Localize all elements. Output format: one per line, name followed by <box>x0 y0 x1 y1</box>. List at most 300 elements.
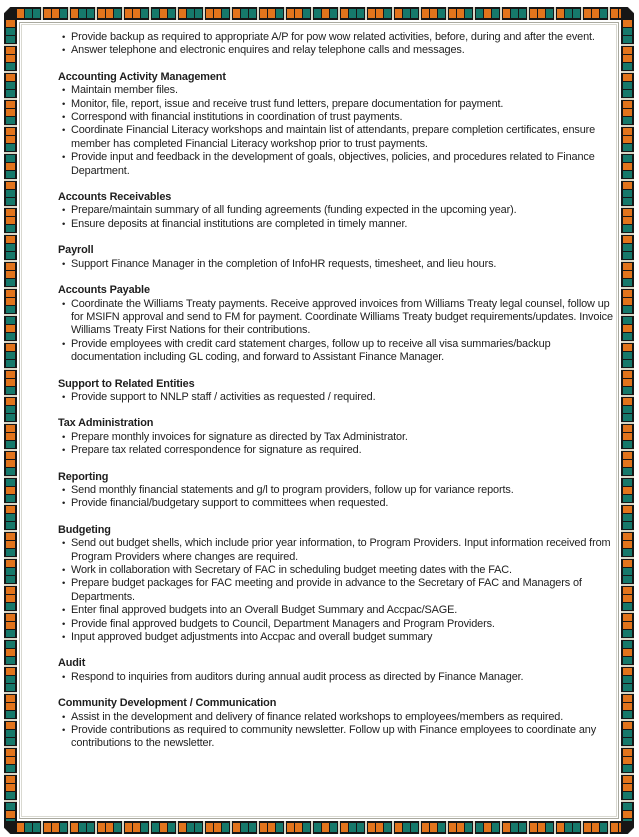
border-bead <box>4 568 17 575</box>
bullet-icon: • <box>62 218 66 230</box>
border-seam <box>4 44 17 46</box>
border-seam <box>621 341 634 343</box>
border-bead <box>621 576 634 583</box>
bullet-text: Maintain member files. <box>71 84 178 97</box>
border-bead <box>195 821 202 834</box>
border-seam <box>621 557 634 559</box>
border-bead <box>4 587 17 594</box>
border-bead <box>476 7 483 20</box>
border-seam <box>4 611 17 613</box>
border-bead <box>384 821 391 834</box>
border-seam <box>311 821 313 834</box>
bullet-text: Prepare tax related correspondence for signature as required. <box>71 444 362 457</box>
beaded-border-top <box>17 7 621 20</box>
border-bead <box>330 7 337 20</box>
border-bead <box>4 603 17 610</box>
bullet-list <box>58 258 616 271</box>
border-bead <box>52 7 59 20</box>
border-bead <box>403 7 410 20</box>
border-seam <box>257 821 259 834</box>
border-bead <box>4 36 17 43</box>
border-bead <box>4 244 17 251</box>
border-bead <box>4 479 17 486</box>
border-bead <box>87 821 94 834</box>
border-seam <box>365 7 367 20</box>
border-bead <box>411 7 418 20</box>
border-bead <box>621 479 634 486</box>
border-seam <box>621 665 634 667</box>
border-bead <box>621 171 634 178</box>
border-bead <box>621 587 634 594</box>
border-bead <box>125 7 132 20</box>
border-bead <box>484 821 491 834</box>
border-corner-bottom-left-icon <box>4 821 17 834</box>
border-bead <box>303 821 310 834</box>
bullet-text: Work in collaboration with Secretary of FAC in scheduling budget meeting dates with the FAC. <box>71 564 512 576</box>
border-seam <box>176 7 178 20</box>
border-bead <box>4 784 17 791</box>
bullet-item <box>58 204 616 217</box>
bullet-icon: • <box>62 338 66 350</box>
border-bead <box>4 298 17 305</box>
border-seam <box>621 800 634 802</box>
bullet-list <box>58 298 616 365</box>
border-bead <box>621 406 634 413</box>
border-bead <box>4 433 17 440</box>
border-seam <box>4 287 17 289</box>
border-seam <box>4 71 17 73</box>
bullet-item <box>58 111 616 124</box>
border-seam <box>621 287 634 289</box>
border-bead <box>295 821 302 834</box>
border-seam <box>4 719 17 721</box>
border-bead <box>241 821 248 834</box>
border-bead <box>206 7 213 20</box>
border-bead <box>4 522 17 529</box>
border-bead <box>187 7 194 20</box>
border-bead <box>476 821 483 834</box>
bullet-icon: • <box>62 112 66 124</box>
border-bead <box>621 352 634 359</box>
border-bead <box>152 821 159 834</box>
border-bead <box>303 7 310 20</box>
border-bead <box>4 730 17 737</box>
border-bead <box>33 821 40 834</box>
bullet-text: Provide backup as required to appropriate A/P for pow wow related activities, before, during and after the event. <box>71 31 595 43</box>
border-bead <box>592 821 599 834</box>
border-seam <box>4 341 17 343</box>
border-bead <box>621 379 634 386</box>
border-bead <box>621 109 634 116</box>
document-section <box>58 524 616 645</box>
bullet-icon: • <box>62 538 66 550</box>
border-bead <box>4 398 17 405</box>
border-bead <box>4 109 17 116</box>
border-bead <box>25 821 32 834</box>
border-seam <box>621 260 634 262</box>
border-bead <box>4 630 17 637</box>
border-seam <box>621 152 634 154</box>
border-bead <box>4 560 17 567</box>
border-seam <box>284 821 286 834</box>
border-seam <box>4 557 17 559</box>
border-bead <box>403 821 410 834</box>
border-bead <box>438 7 445 20</box>
border-bead <box>465 821 472 834</box>
bullet-list <box>58 431 616 458</box>
border-seam <box>527 7 529 20</box>
border-bead <box>4 90 17 97</box>
border-bead <box>287 7 294 20</box>
document-section <box>58 31 616 58</box>
border-seam <box>581 7 583 20</box>
border-seam <box>446 821 448 834</box>
bullet-icon: • <box>62 152 66 164</box>
border-bead <box>4 136 17 143</box>
border-bead <box>4 325 17 332</box>
bullet-icon: • <box>62 711 66 723</box>
bullet-item <box>58 84 616 97</box>
border-bead <box>4 487 17 494</box>
border-bead <box>621 765 634 772</box>
border-bead <box>4 738 17 745</box>
bullet-text: Monitor, file, report, issue and receive trust fund letters, prepare documentation for payment. <box>71 97 504 110</box>
border-bead <box>4 371 17 378</box>
border-bead <box>168 7 175 20</box>
bullet-text: Provide support to NNLP staff / activities as requested / required. <box>71 390 376 403</box>
border-bead <box>565 821 572 834</box>
border-bead <box>98 7 105 20</box>
border-bead <box>519 821 526 834</box>
border-seam <box>621 692 634 694</box>
border-bead <box>4 155 17 162</box>
border-bead <box>4 711 17 718</box>
border-bead <box>465 7 472 20</box>
border-bead <box>133 7 140 20</box>
bullet-text: Provide employees with credit card statement charges, follow up to receive all visa summaries/backup documentation including GL coding, and forward to Assistant Finance Manager. <box>71 337 551 364</box>
bullet-icon: • <box>62 32 66 43</box>
border-bead <box>557 821 564 834</box>
border-bead <box>621 703 634 710</box>
border-bead <box>621 757 634 764</box>
bullet-text: Input approved budget adjustments into Accpac and overall budget summary <box>71 631 433 644</box>
border-bead <box>621 522 634 529</box>
bullet-icon: • <box>62 671 66 683</box>
border-seam <box>338 7 340 20</box>
border-seam <box>392 821 394 834</box>
border-seam <box>203 7 205 20</box>
bullet-icon: • <box>62 431 66 443</box>
border-bead <box>573 7 580 20</box>
bullet-text: Provide contributions as required to community newsletter. Follow up with Finance employees to coordinate any contributions to the newsletter. <box>71 724 597 750</box>
border-bead <box>4 684 17 691</box>
border-bead <box>71 7 78 20</box>
border-bead <box>4 541 17 548</box>
border-seam <box>4 638 17 640</box>
bullet-list <box>58 671 616 684</box>
border-bead <box>4 360 17 367</box>
border-bead <box>621 271 634 278</box>
border-bead <box>621 649 634 656</box>
border-bead <box>4 198 17 205</box>
border-bead <box>4 757 17 764</box>
border-seam <box>4 206 17 208</box>
border-bead <box>621 657 634 664</box>
bullet-icon: • <box>62 498 66 510</box>
border-bead <box>160 7 167 20</box>
border-bead <box>621 495 634 502</box>
border-seam <box>527 821 529 834</box>
border-seam <box>621 503 634 505</box>
border-bead <box>621 811 634 818</box>
bullet-icon: • <box>62 391 66 403</box>
bullet-text: Correspond with financial institutions in coordination of trust payments. <box>71 111 403 124</box>
bullet-item <box>58 298 616 338</box>
border-bead <box>214 7 221 20</box>
border-bead <box>4 290 17 297</box>
border-bead <box>287 821 294 834</box>
border-bead <box>4 379 17 386</box>
border-bead <box>621 217 634 224</box>
section-heading: Reporting <box>58 470 109 483</box>
bullet-text: Support Finance Manager in the completion of InfoHR requests, timesheet, and lieu hours. <box>71 257 497 270</box>
bullet-text: Answer telephone and electronic enquires and relay telephone calls and messages. <box>71 44 465 57</box>
border-seam <box>473 7 475 20</box>
border-seam <box>4 368 17 370</box>
border-bead <box>492 821 499 834</box>
border-bead <box>395 7 402 20</box>
border-bead <box>44 7 51 20</box>
border-bead <box>133 821 140 834</box>
border-bead <box>621 371 634 378</box>
border-bead <box>621 306 634 313</box>
border-bead <box>4 344 17 351</box>
border-bead <box>519 7 526 20</box>
border-bead <box>4 117 17 124</box>
border-bead <box>141 821 148 834</box>
border-bead <box>4 20 17 27</box>
bullet-item <box>58 218 616 231</box>
border-bead <box>503 7 510 20</box>
border-bead <box>621 776 634 783</box>
border-bead <box>621 722 634 729</box>
border-bead <box>4 271 17 278</box>
border-bead <box>621 433 634 440</box>
border-bead <box>60 7 67 20</box>
border-bead <box>152 7 159 20</box>
border-bead <box>222 821 229 834</box>
border-seam <box>176 821 178 834</box>
border-seam <box>41 821 43 834</box>
border-seam <box>284 7 286 20</box>
border-seam <box>122 7 124 20</box>
border-seam <box>4 665 17 667</box>
border-bead <box>621 198 634 205</box>
bullet-text: Send out budget shells, which include prior year information, to Program Providers. Input information received from Program Providers where changes are required. <box>71 537 611 563</box>
border-seam <box>68 821 70 834</box>
border-bead <box>4 749 17 756</box>
border-seam <box>419 7 421 20</box>
section-heading: Audit <box>58 657 86 670</box>
document-section <box>58 284 616 364</box>
border-seam <box>122 821 124 834</box>
border-seam <box>621 476 634 478</box>
section-heading: Support to Related Entities <box>58 377 195 390</box>
border-bead <box>349 7 356 20</box>
border-bead <box>4 441 17 448</box>
border-bead <box>4 703 17 710</box>
border-bead <box>376 821 383 834</box>
border-bead <box>341 7 348 20</box>
border-seam <box>621 746 634 748</box>
border-bead <box>621 387 634 394</box>
border-bead <box>4 495 17 502</box>
border-bead <box>621 290 634 297</box>
border-bead <box>621 452 634 459</box>
document-content <box>58 31 616 751</box>
border-seam <box>621 314 634 316</box>
border-bead <box>546 7 553 20</box>
border-bead <box>4 128 17 135</box>
border-bead <box>611 821 618 834</box>
border-bead <box>621 425 634 432</box>
border-bead <box>621 325 634 332</box>
border-seam <box>4 746 17 748</box>
border-seam <box>419 821 421 834</box>
section-heading: Tax Administration <box>58 417 154 430</box>
border-seam <box>500 821 502 834</box>
border-bead <box>565 7 572 20</box>
border-seam <box>149 821 151 834</box>
border-seam <box>4 125 17 127</box>
border-bead <box>621 225 634 232</box>
border-bead <box>621 74 634 81</box>
border-bead <box>511 821 518 834</box>
border-bead <box>168 821 175 834</box>
border-seam <box>4 692 17 694</box>
border-bead <box>621 128 634 135</box>
border-seam <box>230 821 232 834</box>
border-seam <box>4 179 17 181</box>
border-bead <box>106 7 113 20</box>
bullet-item <box>58 431 616 444</box>
border-bead <box>621 487 634 494</box>
bullet-item <box>58 671 616 684</box>
border-bead <box>621 298 634 305</box>
bullet-item <box>58 537 616 564</box>
border-bead <box>621 333 634 340</box>
border-bead <box>621 711 634 718</box>
border-bead <box>621 344 634 351</box>
border-bead <box>621 236 634 243</box>
border-bead <box>511 7 518 20</box>
border-bead <box>621 360 634 367</box>
border-bead <box>484 7 491 20</box>
border-bead <box>600 821 607 834</box>
bullet-text: Ensure deposits at financial institutions are completed in timely manner. <box>71 217 408 230</box>
border-bead <box>222 7 229 20</box>
bullet-item <box>58 484 616 497</box>
bullet-list <box>58 31 616 58</box>
border-bead <box>87 7 94 20</box>
border-bead <box>4 792 17 799</box>
border-bead <box>17 821 24 834</box>
border-bead <box>621 36 634 43</box>
border-bead <box>621 20 634 27</box>
border-seam <box>311 7 313 20</box>
border-seam <box>621 449 634 451</box>
border-bead <box>322 7 329 20</box>
border-bead <box>4 533 17 540</box>
border-bead <box>268 7 275 20</box>
border-bead <box>422 7 429 20</box>
border-seam <box>4 530 17 532</box>
border-bead <box>4 263 17 270</box>
border-bead <box>79 7 86 20</box>
border-bead <box>621 784 634 791</box>
bullet-text: Enter final approved budgets into an Overall Budget Summary and Accpac/SAGE. <box>71 604 458 617</box>
border-bead <box>621 730 634 737</box>
border-bead <box>4 776 17 783</box>
border-seam <box>554 821 556 834</box>
section-heading: Community Development / Communication <box>58 697 277 710</box>
border-bead <box>276 821 283 834</box>
border-bead <box>4 595 17 602</box>
border-bead <box>314 7 321 20</box>
border-bead <box>457 7 464 20</box>
bullet-text: Coordinate the Williams Treaty payments. Receive approved invoices from Williams Treaty legal counsel, follow up for MSIFN approval and send to FM for payment. Coordinate Williams Treaty budget requirements/updates. Invoice Williams Treaty First Nations for their contributions. <box>71 297 613 337</box>
border-seam <box>68 7 70 20</box>
border-bead <box>621 676 634 683</box>
border-bead <box>621 792 634 799</box>
border-seam <box>4 584 17 586</box>
border-bead <box>4 55 17 62</box>
border-bead <box>4 333 17 340</box>
border-bead <box>621 514 634 521</box>
document-section <box>58 71 616 178</box>
border-bead <box>621 614 634 621</box>
border-bead <box>17 7 24 20</box>
bullet-icon: • <box>62 98 66 110</box>
bullet-icon: • <box>62 605 66 617</box>
bullet-item <box>58 444 616 457</box>
document-section <box>58 657 616 684</box>
border-bead <box>621 155 634 162</box>
border-bead <box>621 441 634 448</box>
border-bead <box>206 821 213 834</box>
bullet-icon: • <box>62 258 66 270</box>
border-seam <box>621 98 634 100</box>
border-bead <box>621 182 634 189</box>
bullet-icon: • <box>62 578 66 590</box>
border-bead <box>4 182 17 189</box>
border-bead <box>621 668 634 675</box>
border-bead <box>621 279 634 286</box>
border-seam <box>365 821 367 834</box>
border-bead <box>349 821 356 834</box>
border-bead <box>621 317 634 324</box>
bullet-icon: • <box>62 445 66 457</box>
bullet-text: Respond to inquiries from auditors during annual audit process as directed by Finance Manager. <box>71 670 524 683</box>
border-bead <box>592 7 599 20</box>
border-bead <box>557 7 564 20</box>
border-bead <box>4 101 17 108</box>
border-corner-top-left-icon <box>4 7 17 20</box>
border-bead <box>195 7 202 20</box>
border-seam <box>4 314 17 316</box>
border-bead <box>4 171 17 178</box>
border-bead <box>60 821 67 834</box>
